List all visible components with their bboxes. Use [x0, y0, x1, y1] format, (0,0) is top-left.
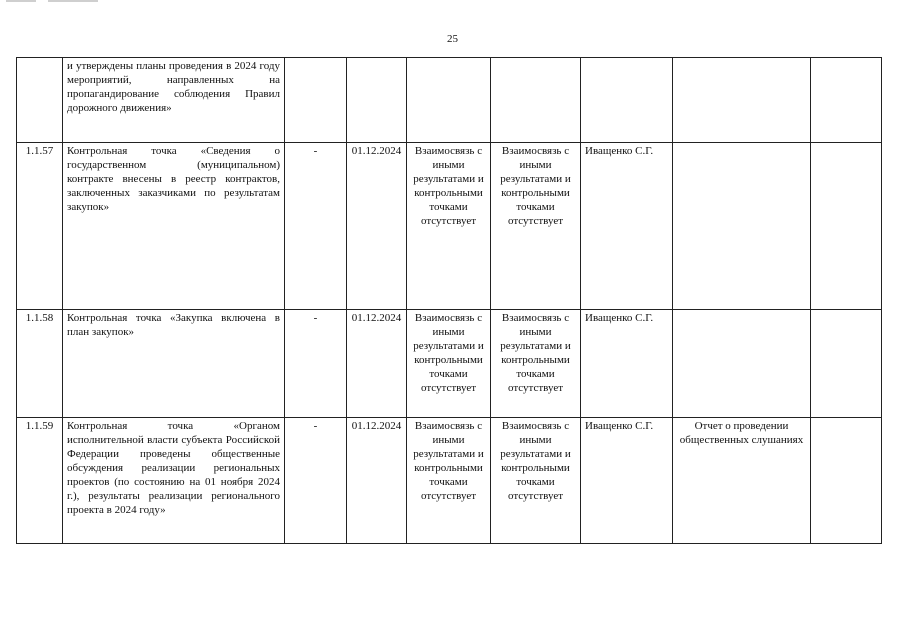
row-relation-prev-cell: Взаимосвязь с иными результатами и контрольными точками отсутствует	[407, 143, 491, 310]
row-name-cell: Контрольная точка «Сведения о государственном (муниципальном) контракте внесены в реестр контрактов, заключенных заказчиками по результатам закупок»	[63, 143, 285, 310]
row-date-cell: 01.12.2024	[347, 310, 407, 418]
row-document-cell	[673, 143, 811, 310]
row-date-cell	[347, 58, 407, 143]
row-base-cell	[285, 58, 347, 143]
row-responsible-cell: Иващенко С.Г.	[581, 418, 673, 544]
row-extra-cell	[811, 58, 882, 143]
row-relation-next-cell	[491, 58, 581, 143]
row-relation-next-cell: Взаимосвязь с иными результатами и контрольными точками отсутствует	[491, 418, 581, 544]
row-document-cell	[673, 58, 811, 143]
row-name-cell: Контрольная точка «Закупка включена в план закупок»	[63, 310, 285, 418]
row-number-cell: 1.1.57	[17, 143, 63, 310]
row-extra-cell	[811, 310, 882, 418]
row-document-cell: Отчет о проведении общественных слушаниях	[673, 418, 811, 544]
row-number-cell	[17, 58, 63, 143]
row-responsible-cell: Иващенко С.Г.	[581, 310, 673, 418]
control-points-table	[16, 57, 882, 544]
row-relation-next-cell: Взаимосвязь с иными результатами и контрольными точками отсутствует	[491, 310, 581, 418]
row-extra-cell	[811, 143, 882, 310]
table-row	[17, 58, 882, 143]
table-row	[17, 143, 882, 310]
scan-mark-right	[48, 0, 98, 2]
row-date-cell: 01.12.2024	[347, 143, 407, 310]
row-name-cell: Контрольная точка «Органом исполнительной власти субъекта Российской Федерации проведены общественные обсуждения реализации региональных проектов (по состоянию на 01 ноября 2024 г.), результаты реализации регионального проекта в 2024 году»	[63, 418, 285, 544]
row-relation-prev-cell	[407, 58, 491, 143]
scan-mark-left	[6, 0, 36, 2]
row-base-cell: -	[285, 418, 347, 544]
row-date-cell: 01.12.2024	[347, 418, 407, 544]
row-responsible-cell	[581, 58, 673, 143]
row-relation-prev-cell: Взаимосвязь с иными результатами и контрольными точками отсутствует	[407, 418, 491, 544]
row-number-cell: 1.1.59	[17, 418, 63, 544]
table-row	[17, 310, 882, 418]
table-row	[17, 418, 882, 544]
row-document-cell	[673, 310, 811, 418]
row-responsible-cell: Иващенко С.Г.	[581, 143, 673, 310]
row-base-cell: -	[285, 143, 347, 310]
page-number: 25	[447, 33, 458, 45]
row-extra-cell	[811, 418, 882, 544]
row-base-cell: -	[285, 310, 347, 418]
row-name-cell: и утверждены планы проведения в 2024 году мероприятий, направленных на пропагандирование соблюдения Правил дорожного движения»	[63, 58, 285, 143]
row-number-cell: 1.1.58	[17, 310, 63, 418]
row-relation-prev-cell: Взаимосвязь с иными результатами и контрольными точками отсутствует	[407, 310, 491, 418]
row-relation-next-cell: Взаимосвязь с иными результатами и контрольными точками отсутствует	[491, 143, 581, 310]
